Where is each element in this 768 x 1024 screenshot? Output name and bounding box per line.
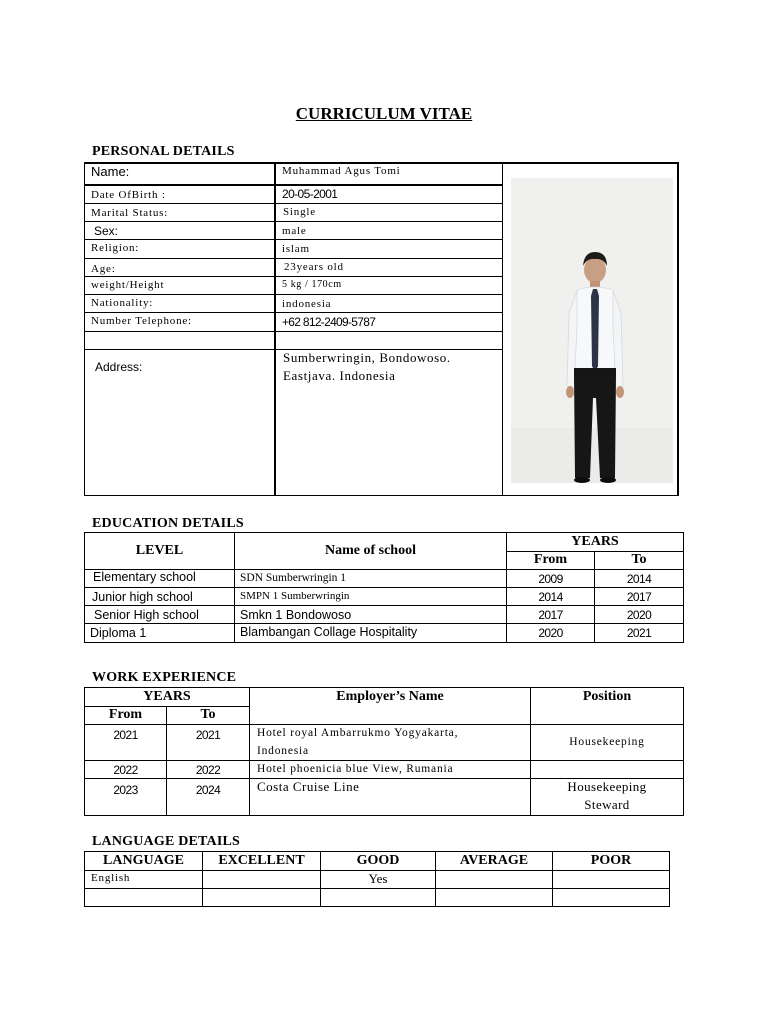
work-employer-header: Employer’s Name [336, 689, 444, 704]
weight-height-value: 5 kg / 170cm [282, 279, 342, 290]
work-row-3-position-line-1: Housekeeping [567, 779, 647, 794]
language-col-good: GOOD [356, 853, 400, 868]
language-details-heading: LANGUAGE DETAILS [92, 834, 241, 849]
language-row-1-good: Yes [368, 871, 388, 886]
work-years-header: YEARS [143, 689, 191, 704]
age-label: Age: [91, 263, 116, 275]
nationality-value: indonesia [282, 298, 332, 310]
work-to-header: To [200, 707, 216, 722]
education-details-heading: EDUCATION DETAILS [92, 516, 244, 531]
education-row-1-to: 2014 [626, 572, 652, 586]
education-row-3-school: Smkn 1 Bondowoso [240, 608, 352, 622]
work-row-3-employer: Costa Cruise Line [257, 779, 360, 794]
education-row-2-school: SMPN 1 Sumberwringin [240, 590, 350, 602]
work-row-1-from: 2021 [113, 728, 138, 742]
education-row-2-from: 2014 [538, 590, 563, 604]
education-level-header: LEVEL [135, 543, 184, 558]
dob-label: Date OfBirth : [91, 189, 166, 201]
religion-label: Religion: [91, 242, 140, 254]
work-position-header: Position [582, 689, 632, 704]
dob-value: 20-05-2001 [282, 187, 338, 201]
work-row-2-from: 2022 [113, 763, 138, 777]
education-school-header: Name of school [325, 543, 416, 558]
education-row-2-to: 2017 [626, 590, 652, 604]
work-row-2-employer: Hotel phoenicia blue View, Rumania [257, 763, 454, 775]
education-to-header: To [631, 552, 647, 567]
religion-value: islam [282, 243, 310, 255]
education-row-1-from: 2009 [538, 572, 563, 586]
work-row-1-to: 2021 [195, 728, 221, 742]
phone-value: +62 812-2409-5787 [282, 315, 376, 329]
language-row-1-language: English [91, 872, 131, 884]
page-title: CURRICULUM VITAE [295, 104, 473, 123]
education-row-1-school: SDN Sumberwringin 1 [240, 572, 347, 584]
education-row-4-to: 2021 [626, 626, 652, 640]
address-line-1: Sumberwringin, Bondowoso. [283, 350, 451, 365]
work-row-3-to: 2024 [195, 783, 221, 797]
language-col-excellent: EXCELLENT [218, 853, 305, 868]
work-row-1-position: Housekeeping [569, 736, 645, 748]
address-line-2: Eastjava. Indonesia [283, 368, 396, 383]
address-label: Address: [95, 360, 143, 374]
education-row-3-level: Senior High school [94, 608, 199, 622]
phone-label: Number Telephone: [91, 315, 192, 327]
language-col-poor: POOR [590, 853, 632, 868]
education-years-header: YEARS [571, 534, 619, 549]
work-row-1-employer-line-1: Hotel royal Ambarrukmo Yogyakarta, [257, 727, 459, 739]
age-value: 23years old [284, 261, 344, 273]
marital-status-value: Single [283, 206, 316, 218]
work-from-header: From [108, 707, 143, 722]
education-row-4-school: Blambangan Collage Hospitality [240, 625, 418, 639]
marital-status-label: Marital Status: [91, 207, 169, 219]
education-row-3-to: 2020 [626, 608, 652, 622]
education-row-2-level: Junior high school [92, 590, 193, 604]
weight-height-label: weight/Height [91, 279, 165, 291]
language-col-average: AVERAGE [459, 853, 529, 868]
work-row-2-to: 2022 [195, 763, 221, 777]
work-experience-heading: WORK EXPERIENCE [92, 670, 237, 685]
personal-details-heading: PERSONAL DETAILS [92, 144, 235, 159]
sex-value: male [282, 225, 307, 237]
sex-label: Sex: [94, 224, 119, 238]
name-label: Name: [91, 164, 130, 179]
language-col-language: LANGUAGE [103, 853, 184, 868]
work-row-3-from: 2023 [113, 783, 138, 797]
work-row-1-employer-line-2: Indonesia [257, 745, 309, 757]
education-row-4-from: 2020 [538, 626, 563, 640]
nationality-label: Nationality: [91, 297, 154, 309]
work-row-3-position-line-2: Steward [584, 797, 630, 812]
profile-photo [511, 178, 673, 483]
education-row-4-level: Diploma 1 [90, 626, 147, 640]
education-from-header: From [533, 552, 568, 567]
name-value: Muhammad Agus Tomi [282, 165, 401, 177]
education-row-3-from: 2017 [538, 608, 563, 622]
education-row-1-level: Elementary school [93, 570, 196, 584]
